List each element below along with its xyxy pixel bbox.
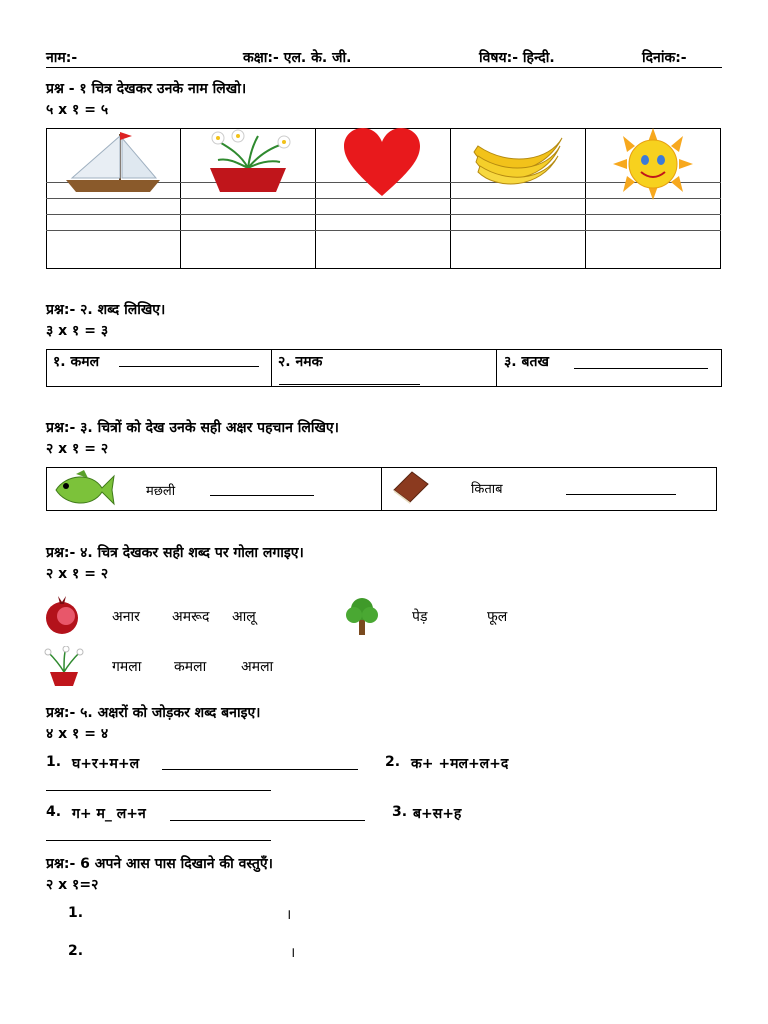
q5-letters: ब+स+ह (413, 806, 462, 822)
name-label: नाम:- (46, 50, 78, 66)
q4-option[interactable]: गमला (112, 659, 142, 675)
class-label: कक्षा:- एल. के. जी. (243, 50, 352, 66)
q1-marks: ५ x १ = ५ (46, 102, 109, 118)
q3-col-divider (381, 467, 382, 511)
flowerpot-small-icon (44, 646, 84, 688)
q6-title: प्रश्न:- 6 अपने आस पास दिखाने की वस्तुएँ। (46, 856, 273, 872)
q4-option[interactable]: कमला (174, 659, 207, 675)
header-divider (46, 67, 722, 68)
q3-marks: २ x १ = २ (46, 441, 109, 457)
q1-writing-line (46, 230, 721, 231)
q2-word-2: २. नमक (278, 354, 323, 370)
date-label: दिनांक:- (642, 50, 687, 66)
q5-item-number: 3. (392, 804, 408, 820)
q6-line-number: 2. (68, 943, 84, 959)
q5-answer-blank[interactable] (46, 790, 271, 791)
q5-title: प्रश्न:- ५. अक्षरों को जोड़कर शब्द बनाइए। (46, 705, 261, 721)
q3-word-2: किताब (471, 482, 503, 497)
q4-option[interactable]: अमला (241, 659, 274, 675)
boat-icon (60, 128, 166, 194)
book-icon (390, 470, 430, 504)
q3-word-1: मछली (146, 484, 176, 499)
q5-item-number: 1. (46, 754, 62, 770)
q4-option[interactable]: अमरूद (172, 609, 210, 625)
q6-line-number: 1. (68, 905, 84, 921)
q4-option[interactable]: अनार (112, 609, 140, 625)
q5-item-number: 4. (46, 804, 62, 820)
fish-icon (52, 468, 116, 510)
q5-letters: ग+ म_ ल+न (72, 806, 146, 822)
q4-option[interactable]: फूल (487, 609, 508, 625)
q6-line-end: । (290, 945, 296, 961)
q5-answer-blank[interactable] (46, 840, 271, 841)
q5-answer-blank[interactable] (170, 820, 365, 821)
q2-answer-blank[interactable] (574, 368, 708, 369)
q5-letters: घ+र+म+ल (72, 756, 140, 772)
q6-marks: २ x १=२ (46, 877, 99, 893)
heart-icon (342, 128, 422, 198)
q5-answer-blank[interactable] (162, 769, 358, 770)
tree-icon (344, 595, 380, 637)
q2-col-divider (271, 349, 272, 387)
q4-option[interactable]: पेड़ (412, 609, 428, 625)
q3-answer-blank[interactable] (210, 495, 314, 496)
q2-word-3: ३. बतख (504, 354, 549, 370)
q3-answer-blank[interactable] (566, 494, 676, 495)
q2-col-divider (496, 349, 497, 387)
q2-marks: ३ x १ = ३ (46, 323, 109, 339)
q2-word-1: १. कमल (53, 354, 100, 370)
q2-title: प्रश्न:- २. शब्द लिखिए। (46, 302, 166, 318)
q5-letters: क+ +मल+ल+द (411, 756, 509, 772)
q2-answer-blank[interactable] (279, 384, 420, 385)
q5-item-number: 2. (385, 754, 401, 770)
q2-answer-blank[interactable] (119, 366, 259, 367)
subject-label: विषय:- हिन्दी. (479, 50, 555, 66)
q1-title: प्रश्न - १ चित्र देखकर उनके नाम लिखो। (46, 81, 247, 97)
q6-line-end: । (286, 907, 292, 923)
q3-title: प्रश्न:- ३. चित्रों को देख उनके सही अक्षर पहचान लिखिए। (46, 420, 339, 436)
pomegranate-icon (44, 592, 80, 638)
q1-writing-line (46, 214, 721, 215)
banana-icon (470, 130, 566, 190)
q4-marks: २ x १ = २ (46, 566, 109, 582)
q4-option[interactable]: आलू (232, 609, 256, 625)
q4-title: प्रश्न:- ४. चित्र देखकर सही शब्द पर गोला लगाइए। (46, 545, 304, 561)
q5-marks: ४ x १ = ४ (46, 726, 109, 742)
sun-icon (605, 128, 701, 200)
flowerpot-icon (198, 128, 298, 194)
